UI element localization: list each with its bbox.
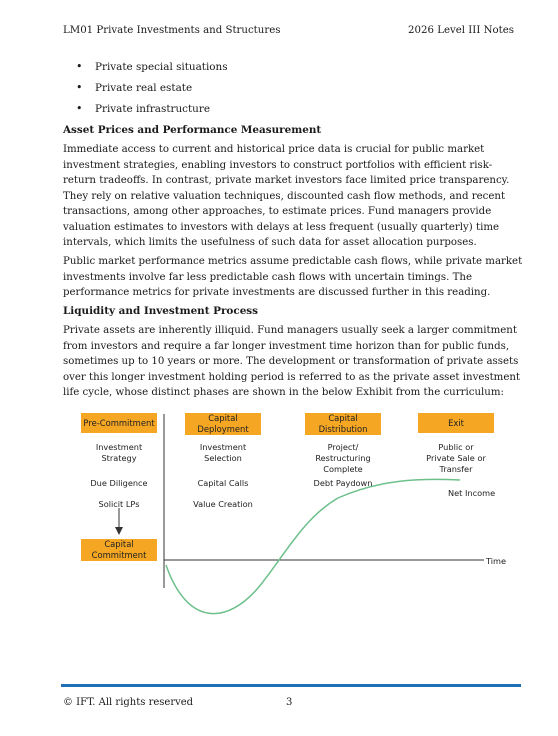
- bullet-item: • Private special situations: [63, 58, 513, 79]
- phase-box-capital-deployment: Capital Deployment: [185, 413, 261, 435]
- commitment-arrow-head: [115, 527, 123, 535]
- phase-item-investment-strategy: Investment Strategy: [95, 442, 143, 463]
- time-axis-label: Time: [486, 556, 507, 566]
- phase-item-debt-paydown: Debt Paydown: [313, 478, 373, 488]
- running-header-edition: 2026 Level III Notes: [408, 25, 514, 36]
- phase-item-public-private-sale: Public or Private Sale or Transfer: [426, 442, 486, 474]
- bullet-list: [63, 58, 513, 121]
- phase-box-capital-distribution: Capital Distribution: [305, 413, 381, 435]
- phase-item-value-creation: Value Creation: [193, 499, 253, 509]
- section-heading-liquidity: Liquidity and Investment Process: [63, 305, 259, 317]
- paragraph-asset-prices-1: Immediate access to current and historical price data is crucial for public market investment strategies, enabling investors to construct portfolios with efficient risk-return tradeoffs. In contrast, private market investors face limited price transparency. They rely on relative valuation techniques, discounted cash flow methods, and recent transactions, among other approaches, to estimate prices. Fund managers provide valuation estimates to investors with delays at less frequent (usually quarterly) time intervals, which limits the usefulness of such data for asset allocation purposes.: [63, 144, 510, 248]
- phase-item-due-diligence: Due Diligence: [90, 478, 148, 488]
- footer-copyright: © IFT. All rights reserved: [63, 697, 194, 708]
- life-cycle-diagram: [78, 408, 518, 622]
- phase-item-capital-calls: Capital Calls: [197, 478, 249, 488]
- running-header-title: LM01 Private Investments and Structures: [63, 25, 281, 36]
- paragraph-asset-prices-2: Public market performance metrics assume predictable cash flows, while private market investments involve far less predictable cash flows with uncertain timings. The performance metrics for private investments are discussed further in this reading.: [63, 256, 523, 298]
- phase-item-solicit-lps: Solicit LPs: [98, 499, 140, 509]
- section-heading-asset-prices: Asset Prices and Performance Measurement: [63, 124, 322, 136]
- page-number: 3: [286, 697, 293, 708]
- bullet-item: • Private infrastructure: [63, 100, 513, 121]
- phase-box-pre-commitment: Pre-Commitment: [81, 413, 157, 433]
- capital-commitment-box: Capital Commitment: [81, 539, 157, 561]
- phase-box-exit: Exit: [418, 413, 494, 433]
- phase-item-investment-selection: Investment Selection: [199, 442, 247, 463]
- paragraph-liquidity-1: Private assets are inherently illiquid. Fund managers usually seek a larger commitment from investors and require a far longer investment time horizon than for public funds, sometimes up to 10 years or more. The development or transformation of private assets over this longer investment holding period is referred to as the private asset investment life cycle, whose distinct phases are shown in the below Exhibit from the curriculum:: [63, 325, 521, 398]
- footer-rule: [61, 684, 521, 687]
- net-income-label: Net Income: [448, 488, 496, 498]
- life-cycle-exhibit: [78, 408, 518, 622]
- bullet-item: • Private real estate: [63, 79, 513, 100]
- phase-item-project-complete: Project/ Restructuring Complete: [315, 442, 371, 474]
